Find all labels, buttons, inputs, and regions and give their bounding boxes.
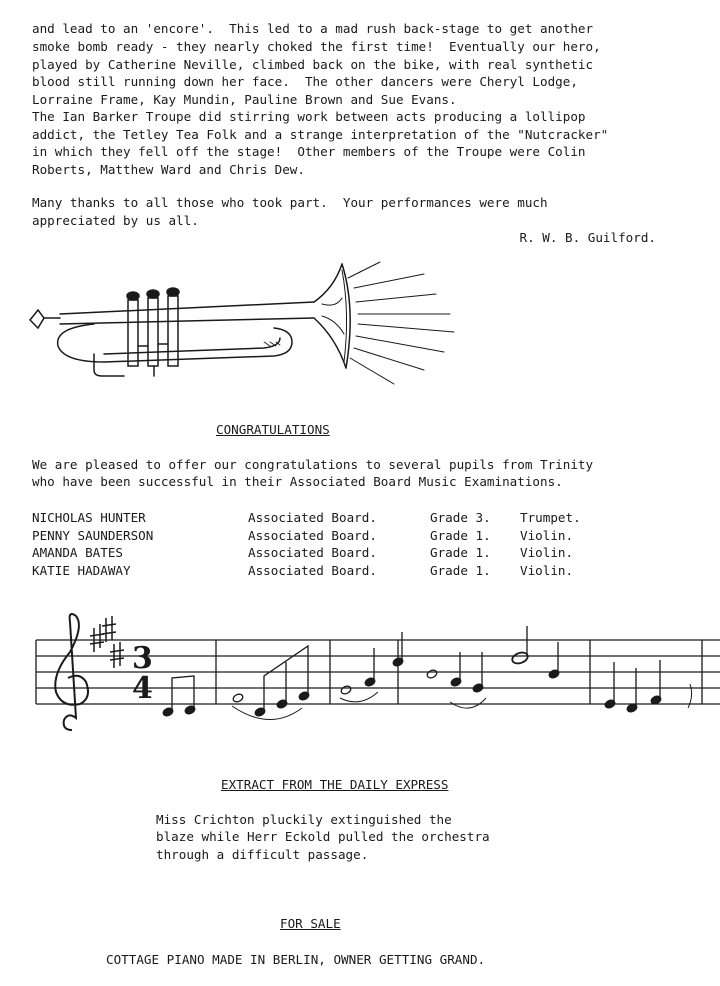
exam-instrument: Violin. — [520, 527, 574, 543]
thanks-line: appreciated by us all. — [32, 213, 199, 228]
congratulations-line: We are pleased to offer our congratulations to several pupils from Trinity — [32, 457, 594, 472]
extract-line: Miss Crichton pluckily extinguished the — [156, 812, 452, 827]
intro-line: Lorraine Frame, Kay Mundin, Pauline Brown and Sue Evans. — [32, 92, 457, 107]
table-row — [32, 544, 640, 562]
pupil-name: PENNY SAUNDERSON — [32, 527, 154, 543]
intro-line: addict, the Tetley Tea Folk and a strange interpretation of the "Nutcracker" — [32, 127, 609, 142]
intro-line: smoke bomb ready - they nearly choked the first time! Eventually our hero, — [32, 39, 601, 54]
thanks-line: Many thanks to all those who took part. Your performances were much — [32, 195, 548, 210]
table-row — [32, 562, 640, 580]
intro-line: in which they fell off the stage! Other members of the Troupe were Colin — [32, 144, 586, 159]
time-signature-bottom: 4 — [132, 671, 153, 706]
pupil-name: NICHOLAS HUNTER — [32, 510, 146, 526]
for-sale-heading: FOR SALE — [280, 916, 341, 931]
exam-grade: Grade 1. — [430, 562, 491, 578]
exam-board: Associated Board. — [248, 562, 377, 578]
exam-grade: Grade 1. — [430, 545, 491, 561]
for-sale-text: COTTAGE PIANO MADE IN BERLIN, OWNER GETTING GRAND. — [106, 952, 486, 967]
exam-board: Associated Board. — [248, 527, 377, 543]
exam-instrument: Trumpet. — [520, 510, 581, 526]
pupil-name: AMANDA BATES — [32, 545, 123, 561]
congratulations-heading: CONGRATULATIONS — [216, 422, 330, 437]
exam-board: Associated Board. — [248, 510, 377, 526]
exam-board: Associated Board. — [248, 545, 377, 561]
exam-grade: Grade 1. — [430, 527, 491, 543]
extract-line: through a difficult passage. — [156, 847, 369, 862]
extract-heading: EXTRACT FROM THE DAILY EXPRESS — [221, 777, 449, 792]
table-row — [32, 509, 640, 527]
intro-line: played by Catherine Neville, climbed back on the bike, with real synthetic — [32, 57, 594, 72]
time-signature-top: 3 — [132, 641, 153, 676]
exam-instrument: Violin. — [520, 562, 574, 578]
music-staff-illustration — [0, 612, 720, 742]
intro-line: and lead to an 'encore'. This led to a mad rush back-stage to get another — [32, 21, 594, 36]
exam-results-table — [32, 509, 640, 579]
intro-line: blood still running down her face. The other dancers were Cheryl Lodge, — [32, 74, 578, 89]
intro-line: The Ian Barker Troupe did stirring work between acts producing a lollipop — [32, 109, 586, 124]
exam-instrument: Violin. — [520, 545, 574, 561]
exam-grade: Grade 3. — [430, 510, 491, 526]
extract-line: blaze while Herr Eckold pulled the orchestra — [156, 829, 490, 844]
table-row — [32, 527, 640, 545]
trumpet-illustration — [24, 258, 474, 398]
signature: R. W. B. Guilford. — [519, 230, 656, 245]
pupil-name: KATIE HADAWAY — [32, 562, 131, 578]
congratulations-line: who have been successful in their Associated Board Music Examinations. — [32, 474, 563, 489]
intro-line: Roberts, Matthew Ward and Chris Dew. — [32, 162, 305, 177]
